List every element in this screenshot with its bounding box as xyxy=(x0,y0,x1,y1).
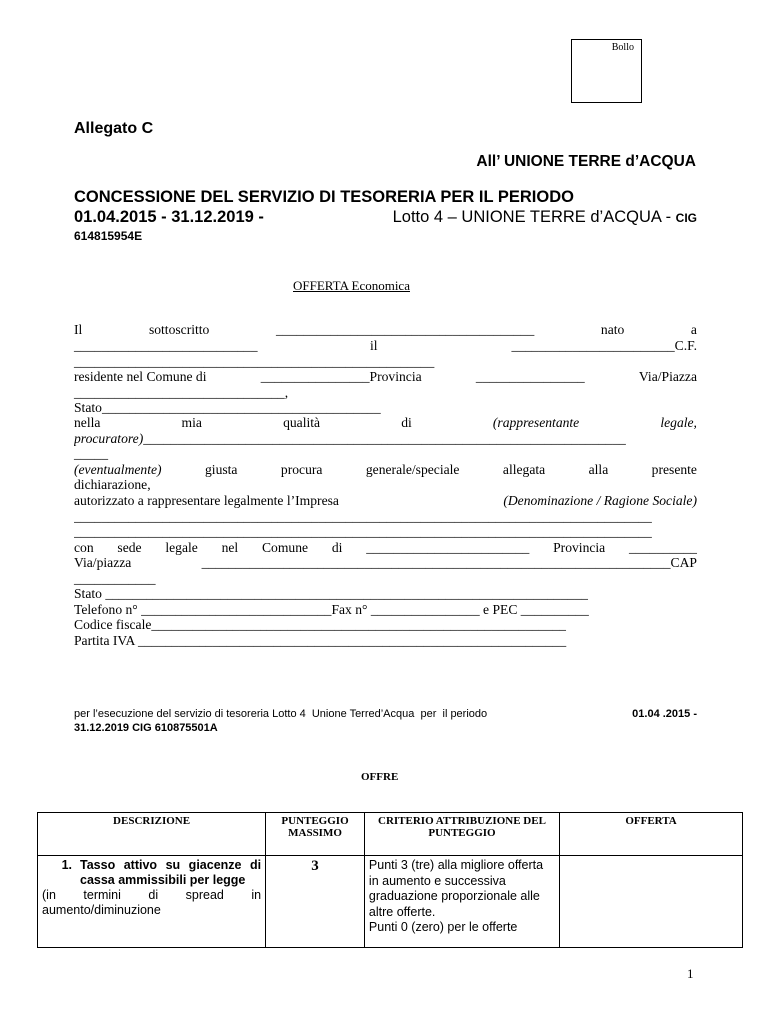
word: con xyxy=(74,540,94,555)
title-dash: - xyxy=(253,208,269,226)
blank: ________________ xyxy=(475,369,585,384)
recipient: All’ UNIONE TERRE d’ACQUA xyxy=(476,153,696,170)
blank: ________________________ xyxy=(366,540,530,555)
title-line-2 xyxy=(74,208,697,227)
form-line-blank-2: _______________________________, xyxy=(74,385,289,400)
row-sub-1: (in termini di spread in xyxy=(42,888,262,902)
blank: _______________________________________________________________________ xyxy=(143,431,626,446)
title-line-1 xyxy=(74,188,697,207)
word: nato xyxy=(600,322,625,337)
word: sede xyxy=(117,540,142,555)
cf-field: ________________________C.F. xyxy=(511,338,697,353)
word: nel xyxy=(221,540,239,555)
word: nella xyxy=(74,415,101,430)
form-line-partita-iva: Partita IVA _______________________________________________________________ xyxy=(74,633,567,648)
form-line-codice-fiscale: Codice fiscale_____________________________________________________________ xyxy=(74,617,566,632)
execution-period: 01.04 .2015 - xyxy=(632,708,697,720)
word: Comune xyxy=(261,540,309,555)
execution-line-1 xyxy=(74,708,697,720)
row-sub-2: aumento/diminuzione xyxy=(42,903,161,917)
word: (rappresentante xyxy=(492,415,580,430)
form-line-dichiarazione: dichiarazione, xyxy=(74,477,151,492)
title-period: 01.04.2015 - 31.12.2019 xyxy=(74,208,254,226)
word: qualità xyxy=(283,415,321,430)
bollo-box xyxy=(571,39,642,103)
word: di xyxy=(331,540,343,555)
header-descrizione: DESCRIZIONE xyxy=(38,813,266,856)
word: legale, xyxy=(660,415,697,430)
word: di xyxy=(401,415,412,430)
form-line-procuratore xyxy=(74,431,697,446)
word: il xyxy=(370,338,378,353)
word: a xyxy=(690,322,697,337)
offer-table xyxy=(37,812,743,948)
row-criterion-text: Punti 3 (tre) alla migliore offerta in aumento e successiva graduazione proporzionale alle altre offerte. xyxy=(368,858,544,919)
word: residente nel Comune di xyxy=(74,369,207,384)
form-line-blank-3: _____ xyxy=(74,446,108,461)
form-line-residente xyxy=(74,369,697,384)
word: procuratore) xyxy=(74,431,144,446)
form-line-autorizzato xyxy=(74,493,697,508)
word: Il xyxy=(74,322,83,337)
form-line-telefono: Telefono n° ____________________________Fax n° ________________ e PEC __________ xyxy=(74,602,589,617)
word: (eventualmente) xyxy=(74,462,162,477)
word: procura xyxy=(280,462,323,477)
form-line-sede xyxy=(74,540,697,555)
allegato-label: Allegato C xyxy=(74,120,154,137)
page-number: 1 xyxy=(687,966,694,981)
form-line-eventualmente xyxy=(74,462,697,477)
offerta-heading: OFFERTA Economica xyxy=(293,278,410,293)
execution-line-2: 31.12.2019 CIG 610875501A xyxy=(74,722,218,734)
word: Via/piazza xyxy=(74,555,132,570)
title-cig-label: CIG xyxy=(675,211,697,225)
word: Provincia xyxy=(553,540,606,555)
word: presente xyxy=(651,462,697,477)
form-line-qualita xyxy=(74,415,697,430)
form-line-blank-6: ____________ xyxy=(74,571,156,586)
header-punteggio: PUNTEGGIO MASSIMO xyxy=(266,813,365,856)
form-line-via xyxy=(74,555,697,570)
word: giusta xyxy=(205,462,238,477)
word: alla xyxy=(588,462,609,477)
row-score: 3 xyxy=(266,856,365,948)
offre-heading: OFFRE xyxy=(361,771,399,783)
bollo-label: Bollo xyxy=(611,42,634,53)
blank: ___________________________ xyxy=(74,338,258,353)
title-cig-code: 614815954E xyxy=(74,229,143,243)
form-line-stato-2: Stato _______________________________________________________________________ xyxy=(74,586,588,601)
header-criterio: CRITERIO ATTRIBUZIONE DEL PUNTEGGIO xyxy=(364,813,559,856)
title-line-1-text: CONCESSIONE DEL SERVIZIO DI TESORERIA PER IL PERIODO xyxy=(74,188,574,206)
word: (Denominazione / Ragione Sociale) xyxy=(503,493,697,508)
word: allegata xyxy=(502,462,546,477)
blank: __________ xyxy=(629,540,697,555)
word: mia xyxy=(181,415,202,430)
word: legale xyxy=(165,540,198,555)
table-row xyxy=(38,856,743,948)
row-criterion-text-2: Punti 0 (zero) per le offerte xyxy=(368,920,518,934)
form-line-blank-1: _____________________________________________________ xyxy=(74,354,435,369)
row-number: 1. xyxy=(61,858,72,872)
word: generale/speciale xyxy=(365,462,460,477)
row-offerta-input[interactable] xyxy=(560,856,743,948)
word: sottoscritto xyxy=(148,322,210,337)
title-lotto: Lotto 4 – UNIONE TERRE d’ACQUA - xyxy=(392,208,676,226)
word: autorizzato a rappresentare legalmente l’Impresa xyxy=(74,493,339,508)
cap-field: _____________________________________________________________________CAP xyxy=(201,555,697,570)
table-header-row xyxy=(38,813,743,856)
word: ________________Provincia xyxy=(260,369,422,384)
row-title-wrap xyxy=(42,858,261,888)
execution-text: per l’esecuzione del servizio di tesoreria Lotto 4 Unione Terred’Acqua per il periodo xyxy=(74,708,491,720)
word: Via/Piazza xyxy=(638,369,697,384)
form-line-blank-4: _____________________________________________________________________________________ xyxy=(74,509,652,524)
row-title: Tasso attivo su giacenze di cassa ammissibili per legge xyxy=(80,858,262,887)
form-line-stato: Stato_________________________________________ xyxy=(74,400,381,415)
header-offerta: OFFERTA xyxy=(560,813,743,856)
blank: ______________________________________ xyxy=(275,322,535,337)
form-line-sottoscritto xyxy=(74,322,697,337)
row-descrizione xyxy=(38,856,266,948)
row-criterio xyxy=(364,856,559,948)
form-line-blank-5: _____________________________________________________________________________________ xyxy=(74,524,652,539)
